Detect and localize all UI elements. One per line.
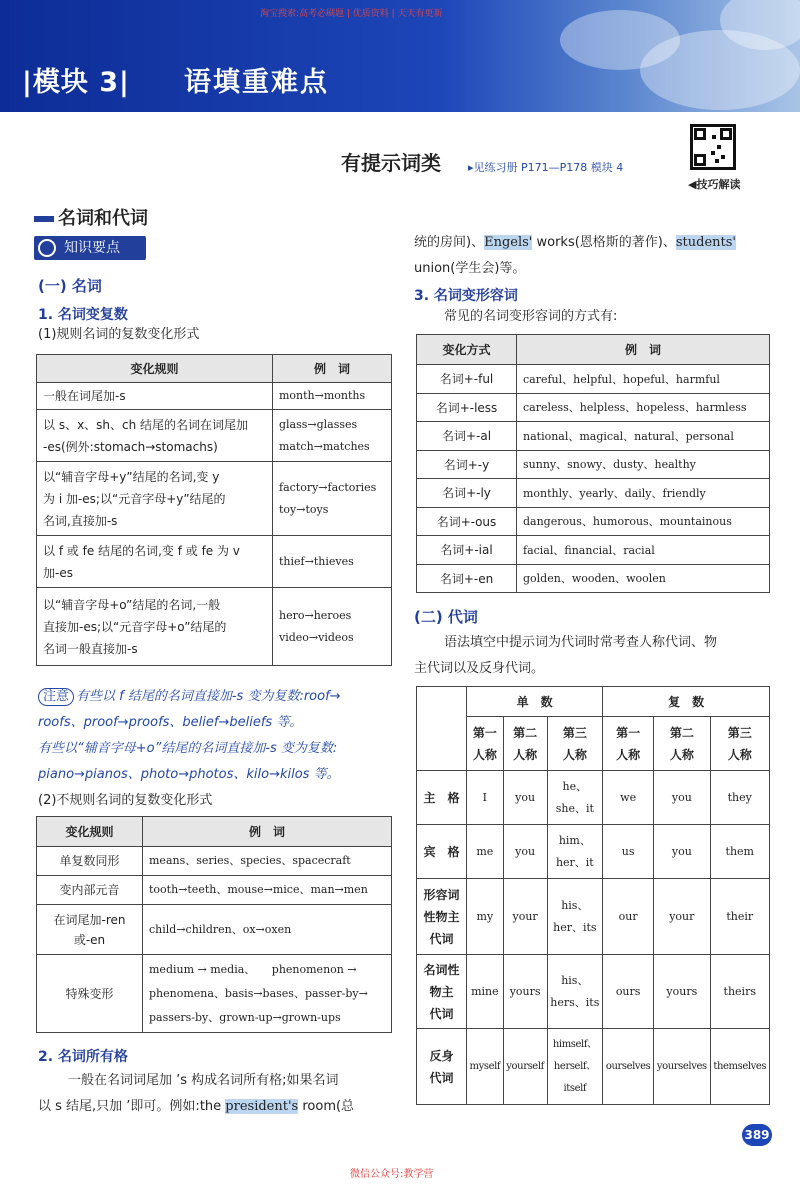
cell-line: you — [671, 790, 692, 804]
case-label-cell — [417, 825, 467, 879]
case-label-cell — [417, 1029, 467, 1105]
col-header-rule: 变化规则 — [37, 817, 143, 847]
person-header — [603, 717, 654, 771]
cell-line: 以 f 或 fe 结尾的名词,变 f 或 fe 为 v — [43, 543, 240, 558]
cell-line: ourselves — [605, 1060, 651, 1072]
pronoun-cell — [710, 879, 769, 955]
example-cell: careful、helpful、hopeful、harmful — [517, 365, 770, 394]
note-line: roofs、proof→proofs、belief→beliefs 等。 — [38, 715, 303, 730]
cell-line: 或-en — [73, 932, 106, 947]
pronoun-table — [416, 686, 770, 1105]
cell-line: ours — [615, 984, 641, 998]
cell-line: your — [669, 909, 695, 923]
table-row — [417, 771, 770, 825]
cell-line: you — [671, 844, 692, 858]
pronoun-cell — [547, 825, 603, 879]
cell-line: itself — [563, 1082, 587, 1094]
example-cell — [273, 588, 392, 666]
example-cell: facial、financial、racial — [517, 536, 770, 565]
example-cell: national、magical、natural、personal — [517, 422, 770, 451]
pronoun-heading: (二) 代词 — [414, 608, 478, 626]
pronoun-cell — [710, 771, 769, 825]
table-row — [37, 847, 392, 876]
table-row — [417, 422, 770, 451]
cell-line: she、it — [555, 801, 594, 815]
pronoun-cell — [603, 955, 654, 1029]
cell-line: child→children、ox→oxen — [149, 922, 292, 936]
pronoun-cell — [654, 879, 710, 955]
cell-line: mine — [471, 984, 499, 998]
adjective-intro: 常见的名词变形容词的方式有: — [444, 309, 618, 324]
pronoun-cell — [503, 771, 547, 825]
module-subject: 语填重难点 — [184, 67, 329, 98]
cell-line: you — [515, 844, 536, 858]
example-cell — [143, 876, 392, 905]
example-cell — [143, 905, 392, 955]
example-cell — [143, 847, 392, 876]
pronoun-cell — [603, 771, 654, 825]
table-row — [37, 462, 392, 536]
cell-line: hero→heroes — [279, 608, 352, 622]
regular-caption: (1)规则名词的复数变化形式 — [38, 327, 200, 342]
rule-cell — [37, 462, 273, 536]
pronoun-intro-2: 主代词以及反身代词。 — [414, 661, 545, 676]
cell-line: passers-by、grown-up→grown-ups — [149, 1010, 341, 1024]
example-cell — [143, 955, 392, 1033]
method-cell: 名词+-ous — [417, 507, 517, 536]
cell-line: 以“辅音字母+y”结尾的名词,变 y — [43, 469, 220, 484]
group-header-singular: 单 数 — [467, 687, 603, 717]
cell-line: 第三 — [562, 725, 587, 740]
possessive-heading: 2. 名词所有格 — [38, 1049, 128, 1065]
cell-line: tooth→teeth、mouse→mice、man→men — [149, 883, 368, 896]
col-header-example: 例 词 — [273, 355, 392, 383]
possessive-cont-line-2: union(学生会)等。 — [414, 261, 526, 276]
note-line: piano→pianos、photo→photos、kilo→kilos 等。 — [38, 767, 340, 782]
cell-line: 人称 — [562, 747, 587, 762]
cell-line: factory→factories — [279, 480, 377, 494]
cell-line: -es(例外:stomach→stomachs) — [43, 439, 218, 454]
pronoun-cell — [467, 955, 504, 1029]
method-cell: 名词+-al — [417, 422, 517, 451]
noun-to-adjective-table — [416, 334, 770, 593]
rule-cell — [37, 955, 143, 1033]
adjective-heading: 3. 名词变形容词 — [414, 288, 518, 304]
cell-line: medium → media、 phenomenon → — [149, 962, 357, 976]
pronoun-cell — [710, 955, 769, 1029]
note-badge: 注意 — [38, 688, 74, 706]
method-cell: 名词+-ial — [417, 536, 517, 565]
pronoun-cell — [467, 771, 504, 825]
cell-line: 代词 — [429, 1006, 454, 1021]
rule-cell — [37, 410, 273, 462]
module-label: |模块 3| — [22, 67, 130, 98]
pronoun-cell — [710, 825, 769, 879]
table-row — [37, 955, 392, 1033]
cell-line: 变内部元音 — [59, 883, 120, 897]
page-number: 389 — [742, 1124, 772, 1146]
pronoun-cell — [467, 1029, 504, 1105]
section-reference: ▸见练习册 P171—P178 模块 4 — [468, 161, 624, 174]
cell-line: 人称 — [616, 747, 641, 762]
table-row — [417, 536, 770, 565]
rule-cell — [37, 876, 143, 905]
person-header — [654, 717, 710, 771]
highlight-term: students' — [675, 235, 736, 250]
skill-explain-label[interactable]: ◀技巧解读 — [688, 178, 741, 191]
cell-line: 物主 — [429, 984, 454, 999]
cell-line: you — [515, 790, 536, 804]
pronoun-cell — [503, 879, 547, 955]
pronoun-cell — [547, 771, 603, 825]
cell-line: 代词 — [429, 1070, 454, 1085]
rule-cell — [37, 847, 143, 876]
cell-line: 人称 — [472, 747, 497, 762]
table-row — [37, 383, 392, 410]
pronoun-cell — [467, 825, 504, 879]
pronoun-cell — [654, 771, 710, 825]
target-icon — [38, 239, 56, 257]
table-row — [417, 879, 770, 955]
cell-line: 形容词 — [423, 887, 460, 902]
rule-cell — [37, 536, 273, 588]
note-block: 注意 有些以 f 结尾的名词直接加-s 变为复数:roof→ — [38, 684, 341, 710]
cell-line: 特殊变形 — [65, 986, 114, 1001]
cell-line: he、 — [562, 779, 588, 793]
table-row — [417, 479, 770, 508]
cell-line: him、 — [558, 833, 591, 847]
rule-cell — [37, 588, 273, 666]
cell-line: 第一 — [472, 725, 497, 740]
pronoun-cell — [503, 955, 547, 1029]
table-row — [417, 507, 770, 536]
plural-heading: 1. 名词变复数 — [38, 307, 128, 323]
method-cell: 名词+-ly — [417, 479, 517, 508]
example-cell — [273, 462, 392, 536]
table-row — [37, 536, 392, 588]
case-label-cell — [417, 955, 467, 1029]
table-row — [417, 564, 770, 593]
table-row — [37, 410, 392, 462]
cell-line: yours — [666, 984, 698, 998]
col-header-rule: 变化规则 — [37, 355, 273, 383]
example-cell: sunny、snowy、dusty、healthy — [517, 450, 770, 479]
table-row — [37, 588, 392, 666]
pronoun-cell — [547, 955, 603, 1029]
case-label-cell — [417, 771, 467, 825]
cell-line: their — [726, 909, 754, 923]
example-cell: dangerous、humorous、mountainous — [517, 507, 770, 536]
pronoun-cell — [547, 879, 603, 955]
possessive-line-1: 一般在名词词尾加 ’s 构成名词所有格;如果名词 — [68, 1073, 339, 1088]
group-header-plural: 复 数 — [603, 687, 770, 717]
example-cell: careless、helpless、hopeless、harmless — [517, 393, 770, 422]
cell-line: 名词性 — [423, 962, 460, 977]
pronoun-cell — [603, 1029, 654, 1105]
cell-line: her、it — [555, 855, 594, 869]
pronoun-cell — [503, 1029, 547, 1105]
watermark-text: 淘宝搜索:高考必刷题 | 优质资料 | 天天有更新 — [260, 9, 443, 19]
possessive-cont-line-1: 统的房间)、Engels' works(恩格斯的著作)、students' — [414, 235, 736, 250]
table-row — [417, 1029, 770, 1105]
cell-line: toy→toys — [279, 502, 329, 516]
section-title: 有提示词类 — [341, 151, 441, 175]
cell-line: 名词一般直接加-s — [43, 641, 138, 656]
pronoun-cell — [603, 825, 654, 879]
method-cell: 名词+-y — [417, 450, 517, 479]
pronoun-cell — [710, 1029, 769, 1105]
cell-line: hers、its — [550, 995, 600, 1009]
cell-line: match→matches — [279, 439, 370, 453]
cell-line: yourselves — [656, 1060, 707, 1072]
cell-line: them — [725, 844, 754, 858]
cell-line: yours — [509, 984, 541, 998]
regular-plural-table — [36, 354, 392, 666]
cell-line: 反身 — [429, 1048, 454, 1063]
example-cell — [273, 536, 392, 588]
person-header — [547, 717, 603, 771]
cell-line: 一般在词尾加-s — [43, 389, 126, 403]
pronoun-cell — [654, 825, 710, 879]
table-row — [417, 393, 770, 422]
cell-line: 以 s、x、sh、ch 结尾的名词在词尾加 — [43, 417, 249, 432]
pronoun-cell — [603, 879, 654, 955]
cell-line: we — [620, 790, 637, 804]
table-row — [417, 955, 770, 1029]
col-header-example: 例 词 — [143, 817, 392, 847]
cell-line: 第二 — [669, 725, 694, 740]
cell-line: video→videos — [279, 630, 354, 644]
cell-line: 人称 — [513, 747, 538, 762]
rule-cell — [37, 905, 143, 955]
cell-line: theirs — [723, 984, 756, 998]
cell-line: our — [618, 909, 638, 923]
cell-line: they — [727, 790, 752, 804]
cell-line: yourself — [506, 1060, 544, 1072]
corner-cell — [417, 687, 467, 771]
cell-line: 性物主 — [423, 909, 460, 924]
method-cell: 名词+-ful — [417, 365, 517, 394]
cell-line: 第一 — [616, 725, 641, 740]
cell-line: his、 — [561, 898, 589, 912]
cell-line: phenomena、basis→bases、passer-by→ — [149, 986, 368, 1000]
example-cell — [273, 383, 392, 410]
table-row — [417, 825, 770, 879]
pronoun-cell — [654, 1029, 710, 1105]
note-line: 有些以“辅音字母+o”结尾的名词直接加-s 变为复数: — [38, 741, 338, 756]
cell-line: 为 i 加-es;以“元音字母+y”结尾的 — [43, 491, 226, 506]
pronoun-cell — [503, 825, 547, 879]
pronoun-cell — [467, 879, 504, 955]
rule-cell — [37, 383, 273, 410]
cell-line: 直接加-es;以“元音字母+o”结尾的 — [43, 619, 227, 634]
cell-line: 加-es — [43, 565, 73, 580]
cell-line: me — [476, 844, 494, 858]
cell-line: 人称 — [727, 747, 752, 762]
col-header-example: 例 词 — [517, 335, 770, 365]
method-cell: 名词+-less — [417, 393, 517, 422]
cell-line: themselves — [713, 1060, 767, 1072]
cell-line: month→months — [279, 389, 366, 402]
cell-line: 代词 — [429, 931, 454, 946]
table-row — [417, 365, 770, 394]
highlight-term: Engels' — [484, 235, 533, 250]
cell-line: thief→thieves — [279, 554, 354, 568]
cell-line: 人称 — [669, 747, 694, 762]
footer-text: 微信公众号:教学营 — [350, 1169, 434, 1180]
cell-line: her、its — [553, 920, 597, 934]
cell-line: 以“辅音字母+o”结尾的名词,一般 — [43, 597, 221, 612]
cell-line: my — [476, 909, 494, 923]
table-row — [37, 876, 392, 905]
cell-line: your — [512, 909, 538, 923]
method-cell: 名词+-en — [417, 564, 517, 593]
irregular-plural-table — [36, 816, 392, 1033]
person-header — [467, 717, 504, 771]
example-cell: golden、wooden、woolen — [517, 564, 770, 593]
cell-line: himself、 — [552, 1038, 597, 1050]
page-banner — [0, 0, 800, 112]
noun-heading: (一) 名词 — [38, 277, 102, 295]
cell-line: us — [621, 844, 635, 858]
possessive-line-2: 以 s 结尾,只加 ’即可。例如:the president's room(总 — [38, 1099, 355, 1114]
pronoun-cell — [654, 955, 710, 1029]
example-cell — [273, 410, 392, 462]
cell-line: 主 格 — [423, 790, 460, 805]
cell-line: 第三 — [727, 725, 752, 740]
cell-line: 名词,直接加-s — [43, 513, 118, 528]
person-header — [503, 717, 547, 771]
cell-line: means、series、species、spacecraft — [149, 854, 351, 867]
pronoun-intro-1: 语法填空中提示词为代词时常考查人称代词、物 — [444, 635, 718, 650]
heading-bar-icon — [34, 216, 54, 222]
cell-line: 宾 格 — [423, 844, 460, 859]
person-header — [710, 717, 769, 771]
cell-line: herself、 — [553, 1060, 596, 1072]
col-header-method: 变化方式 — [417, 335, 517, 365]
irregular-caption: (2)不规则名词的复数变化形式 — [38, 793, 213, 808]
example-cell: monthly、yearly、daily、friendly — [517, 479, 770, 508]
cell-line: 在词尾加-ren — [53, 912, 126, 927]
cell-line: 第二 — [513, 725, 538, 740]
qr-code-icon[interactable] — [690, 124, 736, 170]
cell-line: glass→glasses — [279, 417, 358, 431]
category-heading: 名词和代词 — [34, 204, 148, 230]
knowledge-badge: 知识要点 — [34, 236, 146, 260]
pronoun-cell — [547, 1029, 603, 1105]
table-row — [37, 905, 392, 955]
cell-line: I — [482, 790, 488, 804]
case-label-cell — [417, 879, 467, 955]
cell-line: his、 — [561, 973, 589, 987]
table-row — [417, 450, 770, 479]
cell-line: myself — [469, 1060, 501, 1072]
highlight-term: president's — [225, 1099, 299, 1114]
cell-line: 单复数同形 — [59, 854, 120, 868]
